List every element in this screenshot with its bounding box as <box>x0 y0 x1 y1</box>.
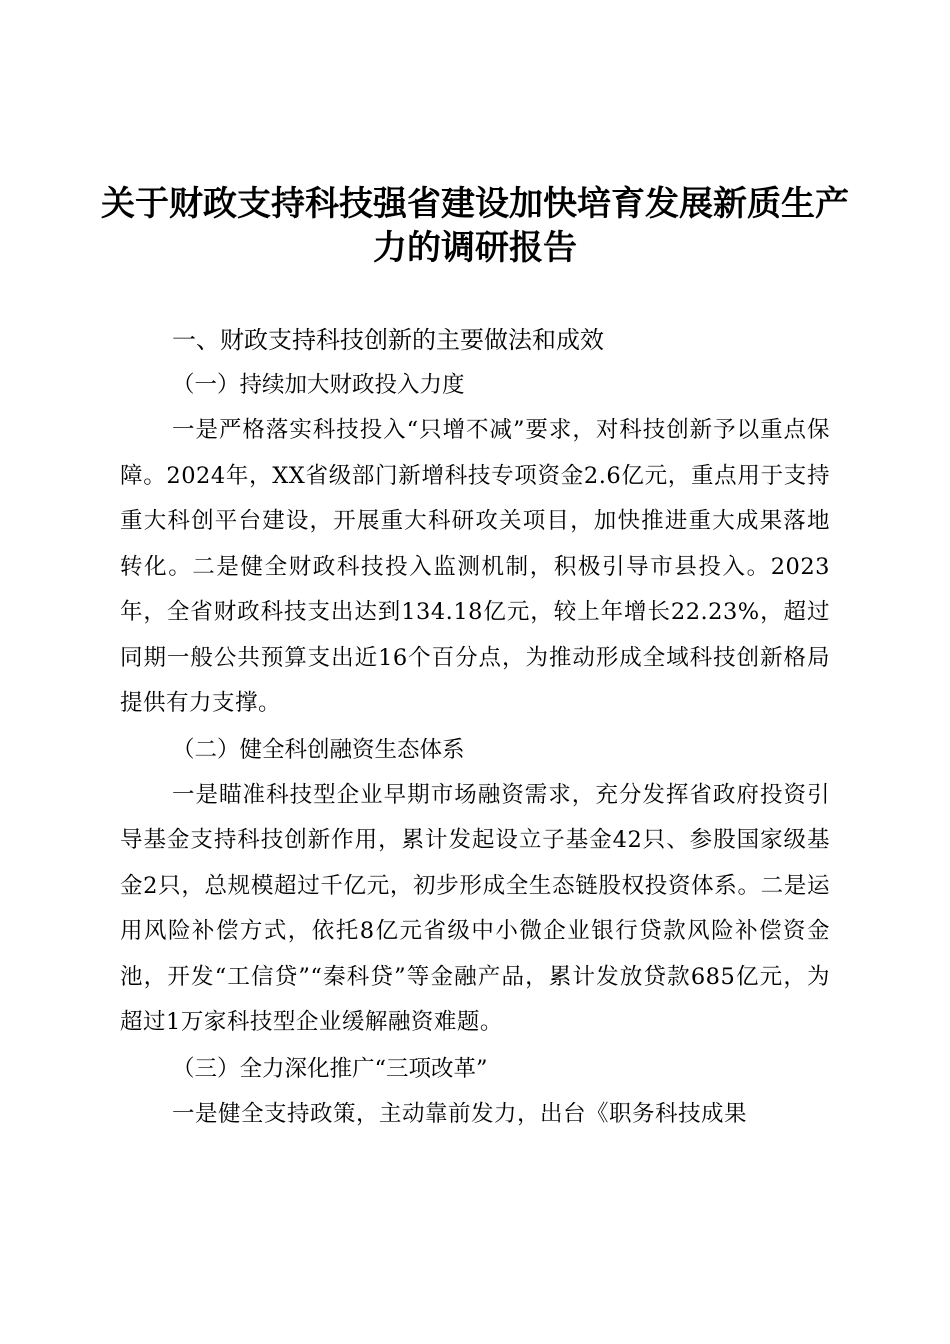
paragraph-2: 一是瞄准科技型企业早期市场融资需求，充分发挥省政府投资引导基金支持科技创新作用，累计发起设立子基金42只、参股国家级基金2只，总规模超过千亿元，初步形成全生态链股权投资体系。二是运用风险补偿方式，依托8亿元省级中小微企业银行贷款风险补偿资金池，开发“工信贷”“秦科贷”等金融产品，累计发放贷款685亿元，为超过1万家科技型企业缓解融资难题。 <box>120 781 830 1035</box>
subsection-heading-2: （二）健全科创融资生态体系 <box>172 736 465 763</box>
document-title: 关于财政支持科技强省建设加快培育发展新质生产力的调研报告 <box>101 184 849 268</box>
document-body <box>120 318 830 1137</box>
paragraph-3: 一是健全支持政策，主动靠前发力，出台《职务科技成果 <box>172 1100 748 1127</box>
subsection-heading-3: （三）全力深化推广“三项改革” <box>172 1055 488 1082</box>
subsection-heading-1: （一）持续加大财政投入力度 <box>172 372 465 398</box>
section-heading: 一、财政支持科技创新的主要做法和成效 <box>172 326 604 354</box>
paragraph-1: 一是严格落实科技投入“只增不减”要求，对科技创新予以重点保障。2024年，XX省级部门新增科技专项资金2.6亿元，重点用于支持重大科创平台建设，开展重大科研攻关项目，加快推进重大成果落地转化。二是健全财政科技投入监测机制，积极引导市县投入。2023年，全省财政科技支出达到134.18亿元，较上年增长22.23%，超过同期一般公共预算支出近16个百分点，为推动形成全域科技创新格局提供有力支撑。 <box>120 417 830 716</box>
